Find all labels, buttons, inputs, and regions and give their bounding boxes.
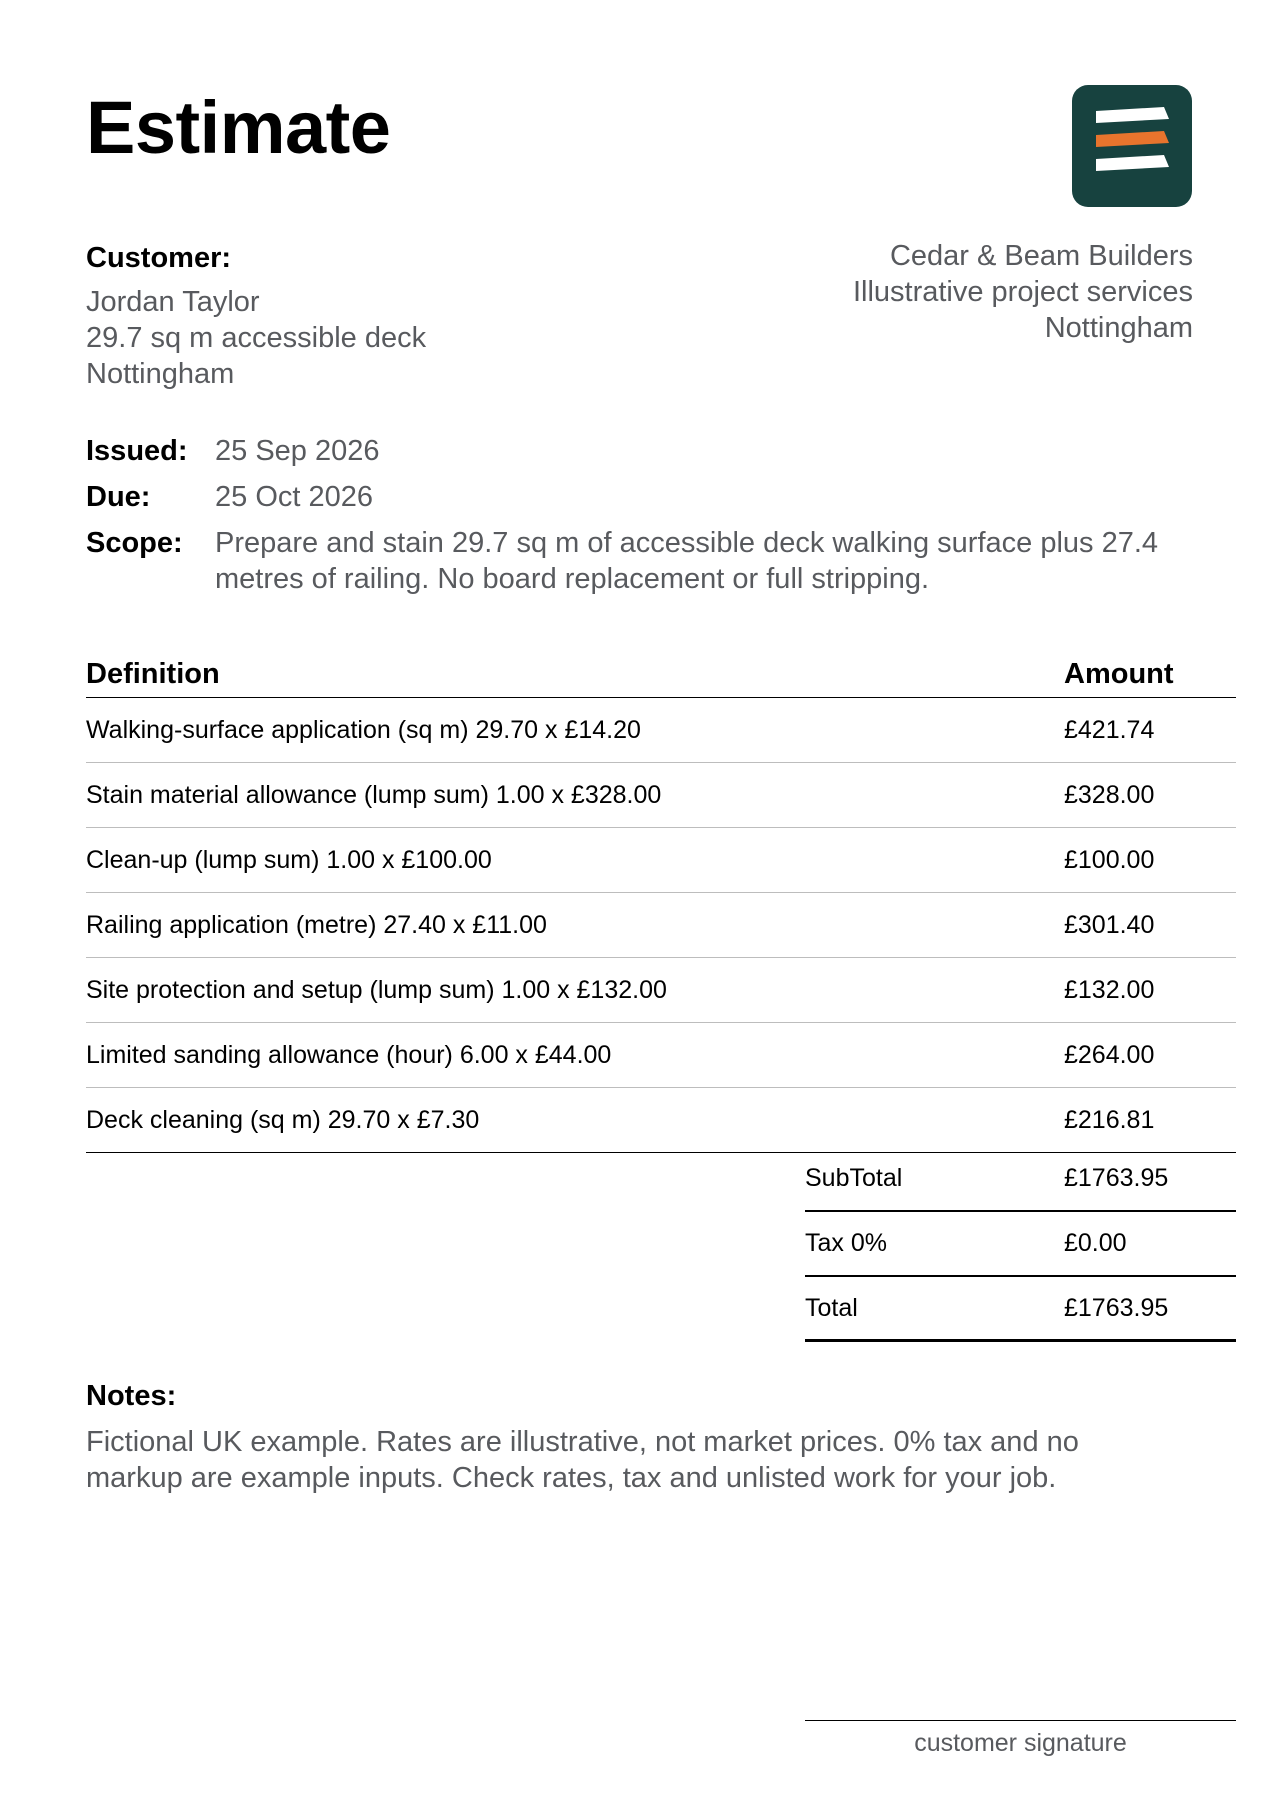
item-amount: £301.40 (1064, 910, 1155, 939)
scope-label: Scope: (86, 527, 183, 559)
item-description: Site protection and setup (lump sum) 1.00 x £132.00 (86, 975, 667, 1004)
customer-signature-line: customer signature (805, 1720, 1236, 1758)
issued-label: Issued: (86, 435, 188, 467)
tax-value: £0.00 (1064, 1229, 1127, 1257)
notes-block (86, 1376, 1236, 1496)
item-description: Railing application (metre) 27.40 x £11.00 (86, 910, 547, 939)
company-block (633, 238, 1193, 346)
item-description: Deck cleaning (sq m) 29.70 x £7.30 (86, 1105, 480, 1134)
due-row (86, 479, 1236, 515)
total-value: £1763.95 (1064, 1293, 1169, 1322)
notes-line: Fictional UK example. Rates are illustrative, not market prices. 0% tax and no (86, 1426, 1079, 1458)
item-description: Stain material allowance (lump sum) 1.00 x £328.00 (86, 780, 662, 809)
item-amount: £132.00 (1064, 975, 1155, 1004)
document-title: Estimate (86, 86, 391, 169)
subtotal-value: £1763.95 (1064, 1164, 1169, 1192)
tax-label: Tax 0% (805, 1229, 887, 1257)
customer-city: Nottingham (86, 358, 235, 390)
subtotal-row (805, 1147, 1236, 1212)
table-header (86, 652, 1236, 698)
description-header: Definition (86, 658, 220, 690)
table-row (86, 828, 1236, 893)
item-amount: £264.00 (1064, 1040, 1155, 1069)
total-label: Total (805, 1293, 858, 1322)
scope-text: Prepare and stain 29.7 sq m of accessible deck walking surface plus 27.4 metres of railing. No board replacement or full stripping. (215, 527, 1159, 595)
total-row (805, 1277, 1236, 1342)
notes-line: markup are example inputs. Check rates, tax and unlisted work for your job. (86, 1462, 1057, 1494)
amount-header: Amount (1064, 658, 1174, 690)
notes-label: Notes: (86, 1380, 177, 1412)
company-tagline: Illustrative project services (852, 276, 1193, 308)
customer-project: 29.7 sq m accessible deck (86, 322, 427, 354)
due-label: Due: (86, 481, 151, 513)
scope-row (86, 525, 1236, 597)
item-description: Walking-surface application (sq m) 29.70 x £14.20 (86, 715, 641, 744)
company-city: Nottingham (1044, 312, 1193, 344)
item-amount: £328.00 (1064, 780, 1155, 809)
item-amount: £100.00 (1064, 845, 1155, 874)
item-amount: £216.81 (1064, 1105, 1155, 1134)
notes-text (86, 1424, 1236, 1496)
customer-label: Customer: (86, 242, 232, 274)
item-description: Clean-up (lump sum) 1.00 x £100.00 (86, 845, 492, 874)
table-row (86, 958, 1236, 1023)
line-items-table (86, 652, 1236, 1153)
item-description: Limited sanding allowance (hour) 6.00 x £44.00 (86, 1040, 612, 1069)
company-name: Cedar & Beam Builders (889, 240, 1193, 272)
tax-row (805, 1212, 1236, 1277)
item-amount: £421.74 (1064, 715, 1155, 744)
customer-block (86, 238, 646, 392)
stacked-layers-icon (1072, 85, 1192, 207)
subtotal-label: SubTotal (805, 1164, 903, 1192)
estimate-meta (86, 433, 1236, 607)
table-row (86, 698, 1236, 763)
table-row (86, 763, 1236, 828)
issued-row (86, 433, 1236, 469)
due-date: 25 Oct 2026 (215, 481, 373, 513)
customer-name: Jordan Taylor (86, 286, 260, 318)
table-row (86, 893, 1236, 958)
table-row (86, 1088, 1236, 1153)
issued-date: 25 Sep 2026 (215, 435, 380, 467)
totals-block (805, 1147, 1236, 1342)
company-logo (1072, 85, 1192, 207)
table-row (86, 1023, 1236, 1088)
